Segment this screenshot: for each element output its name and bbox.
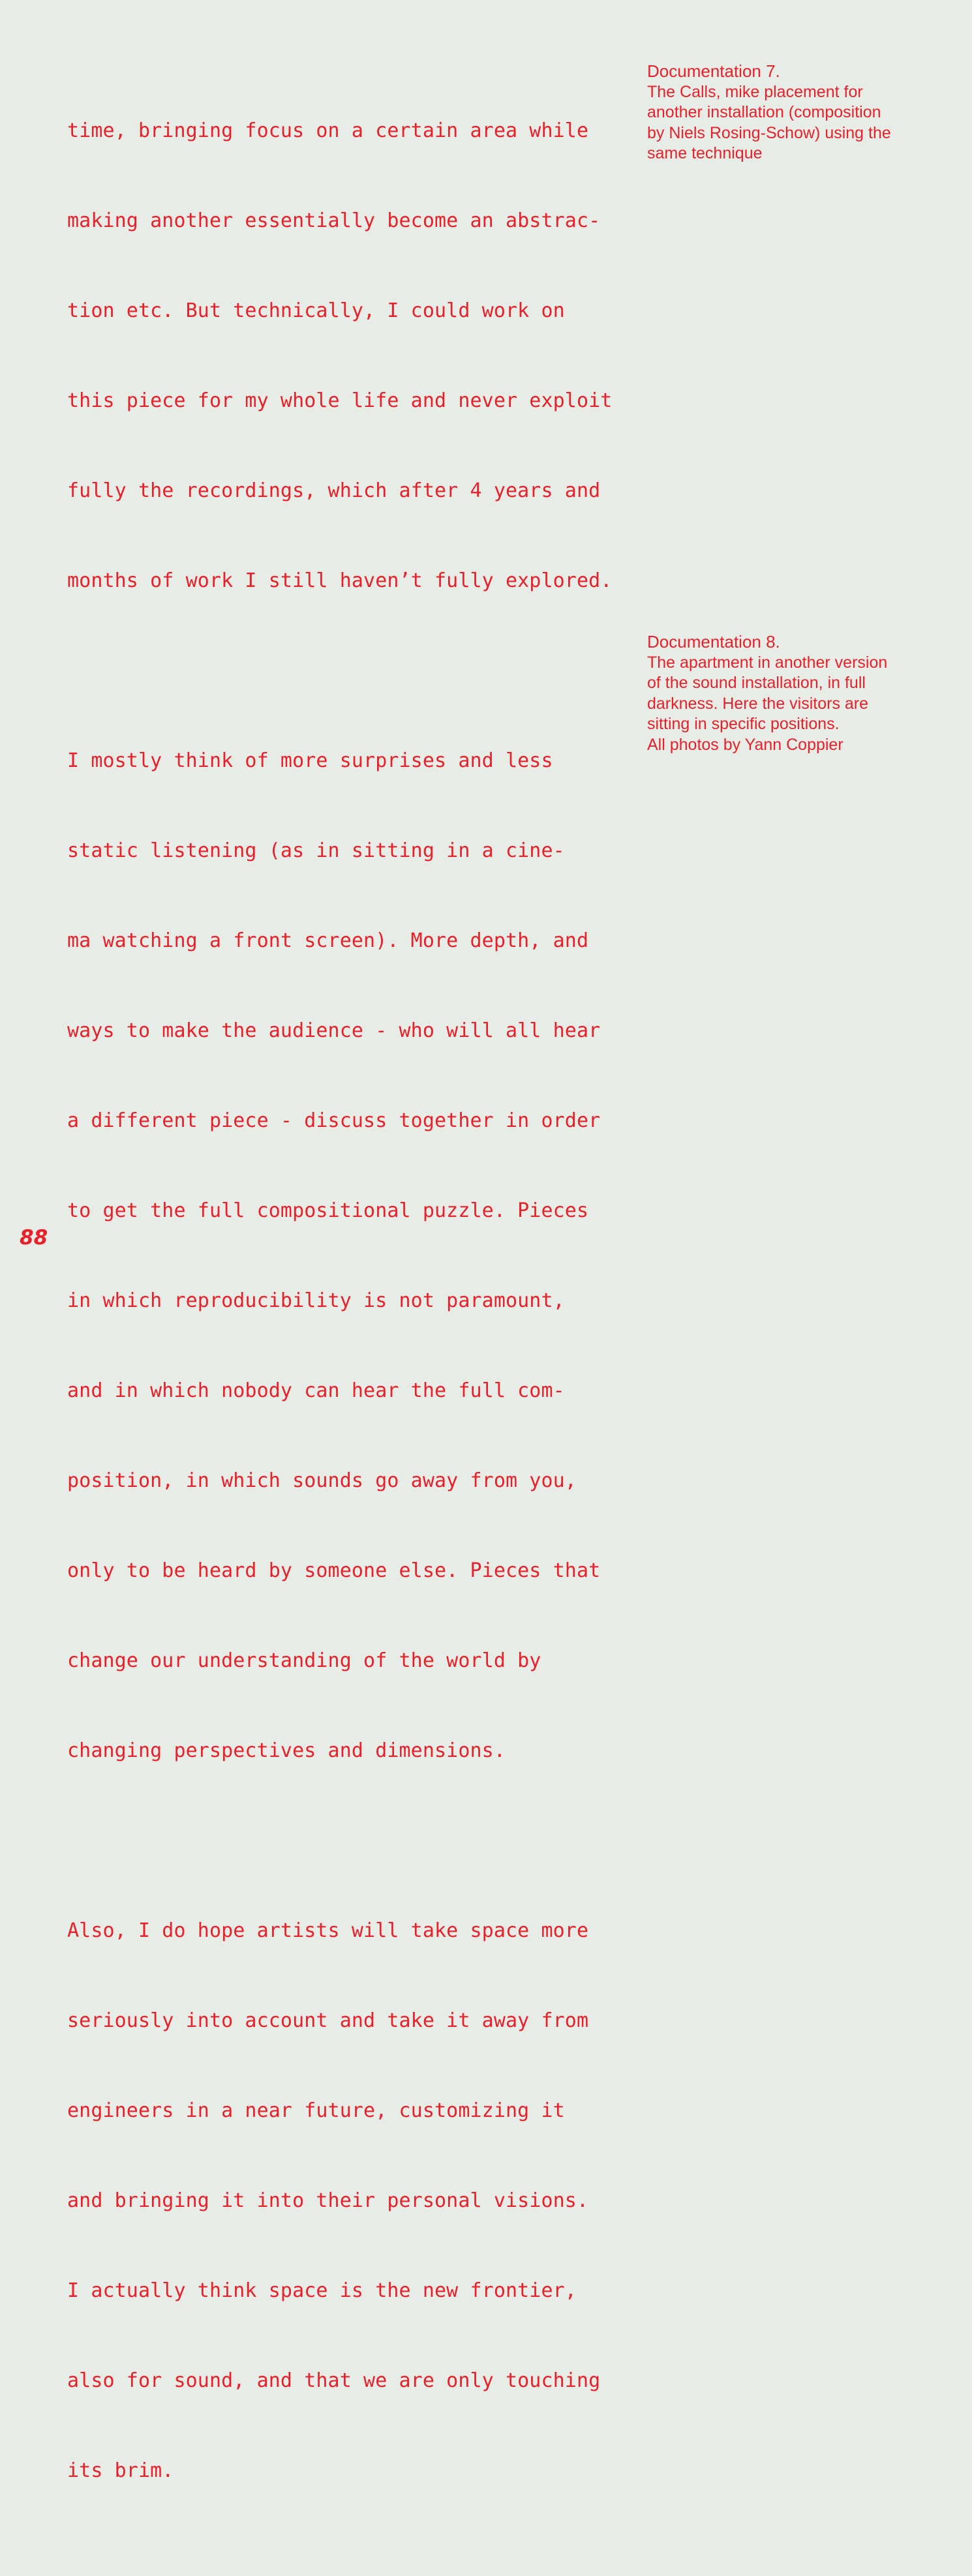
body-line: and in which nobody can hear the full com- bbox=[67, 1379, 565, 1402]
caption-documentation-8 bbox=[647, 632, 921, 755]
paragraph-2 bbox=[67, 686, 641, 1826]
body-line: time, bringing focus on a certain area while bbox=[67, 119, 589, 142]
body-line: to get the full compositional puzzle. Pieces bbox=[67, 1199, 589, 1222]
body-line: ma watching a front screen). More depth, and bbox=[67, 929, 589, 952]
body-line: months of work I still haven’t fully explored. bbox=[67, 569, 613, 592]
body-line: tion etc. But technically, I could work on bbox=[67, 299, 565, 322]
body-line: only to be heard by someone else. Pieces that bbox=[67, 1559, 601, 1582]
caption-line: of the sound installation, in full bbox=[647, 674, 866, 692]
body-line: also for sound, and that we are only touching bbox=[67, 2369, 601, 2392]
caption-line: another installation (composition bbox=[647, 103, 881, 121]
body-line: engineers in a near future, customizing it bbox=[67, 2099, 565, 2122]
caption-line: The Calls, mike placement for bbox=[647, 82, 863, 101]
body-line: this piece for my whole life and never exploit bbox=[67, 389, 613, 412]
caption-line: sitting in specific positions. bbox=[647, 715, 840, 733]
body-line: fully the recordings, which after 4 years and bbox=[67, 479, 601, 502]
caption-documentation-7 bbox=[647, 61, 921, 164]
body-line: position, in which sounds go away from you, bbox=[67, 1469, 577, 1492]
body-line: ways to make the audience - who will all hear bbox=[67, 1019, 601, 1042]
caption-title: Documentation 8. bbox=[647, 632, 780, 651]
body-line: seriously into account and take it away from bbox=[67, 2009, 589, 2032]
caption-line: by Niels Rosing-Schow) using the bbox=[647, 123, 891, 142]
body-line: a different piece - discuss together in order bbox=[67, 1109, 601, 1132]
body-line: static listening (as in sitting in a cine- bbox=[67, 839, 565, 862]
body-line: making another essentially become an abstrac- bbox=[67, 209, 601, 232]
body-line: I mostly think of more surprises and less bbox=[67, 749, 553, 772]
body-line: Also, I do hope artists will take space more bbox=[67, 1919, 589, 1942]
body-line: and bringing it into their personal visions. bbox=[67, 2189, 589, 2212]
body-line: change our understanding of the world by bbox=[67, 1649, 541, 1672]
caption-title: Documentation 7. bbox=[647, 61, 780, 81]
body-text bbox=[67, 56, 641, 2576]
paragraph-1 bbox=[67, 56, 641, 656]
body-line: I actually think space is the new frontier, bbox=[67, 2279, 577, 2302]
body-line: changing perspectives and dimensions. bbox=[67, 1739, 506, 1762]
body-line: in which reproducibility is not paramount, bbox=[67, 1289, 565, 1312]
paragraph-3 bbox=[67, 1856, 641, 2546]
caption-line: The apartment in another version bbox=[647, 653, 888, 672]
caption-line: same technique bbox=[647, 144, 763, 162]
page-number: 88 bbox=[20, 1226, 48, 1250]
body-line: its brim. bbox=[67, 2459, 174, 2482]
caption-line: darkness. Here the visitors are bbox=[647, 694, 869, 713]
caption-line: All photos by Yann Coppier bbox=[647, 735, 843, 754]
